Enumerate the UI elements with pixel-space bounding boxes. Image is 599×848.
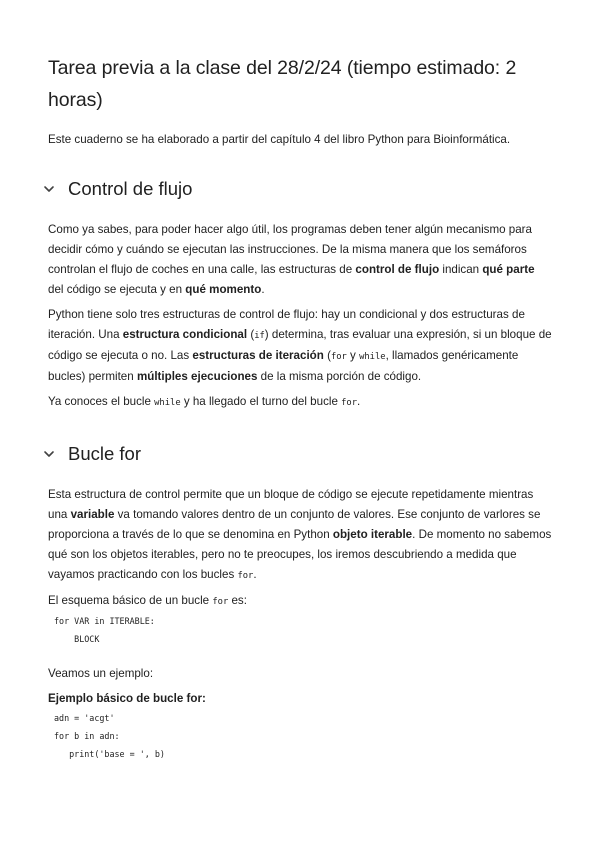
inline-code: if	[254, 331, 265, 341]
page-title: Tarea previa a la clase del 28/2/24 (tiempo estimado: 2 horas)	[48, 57, 517, 111]
section-heading-control-de-flujo[interactable]	[42, 176, 552, 202]
paragraph: Esta estructura de control permite que un bloque de código se ejecute repetidamente mientras una variable va tomando valores dentro de un conjunto de valores. Ese conjunto de varlores se proporciona a través de lo que se denomina en Python objeto iterable. De momento no sabemos qué son los objetos iterables, pero no te preocupes, los iremos descubriendo a medida que vayamos practicando con los bucles for.	[48, 488, 552, 581]
paragraph: Veamos un ejemplo:	[48, 667, 154, 680]
chevron-down-icon[interactable]	[42, 182, 56, 196]
inline-code: while	[154, 398, 181, 408]
inline-code: for	[237, 571, 254, 581]
code-cell[interactable]: adn = 'acgt' for b in adn: print('base = ', b)	[54, 713, 165, 759]
inline-code: for	[341, 398, 358, 408]
paragraph: El esquema básico de un bucle for es:	[48, 594, 247, 607]
intro-paragraph: Este cuaderno se ha elaborado a partir del capítulo 4 del libro Python para Bioinformática.	[48, 133, 511, 146]
notebook-content	[48, 52, 552, 763]
paragraph: Python tiene solo tres estructuras de control de flujo: hay un condicional y dos estructuras de iteración. Una estructura condicional (if) determina, tras evaluar una expresión, si un bloque de código se ejecuta o no. Las estructuras de iteración (for y while, llamados genéricamente bucles) permiten múltiples ejecuciones de la misma porción de código.	[48, 308, 552, 383]
paragraph: Como ya sabes, para poder hacer algo útil, los programas deben tener algún mecanismo para decidir cómo y cuándo se ejecutan las instrucciones. De la misma manera que los semáforos controlan el flujo de coches en una calle, las estructuras de control de flujo indican qué parte del código se ejecuta y en qué momento.	[48, 223, 535, 296]
section-body-control-de-flujo	[48, 220, 552, 413]
example-title: Ejemplo básico de bucle for:	[48, 692, 206, 705]
section-heading-text: Control de flujo	[68, 178, 193, 199]
code-cell[interactable]: for VAR in ITERABLE: BLOCK	[54, 616, 155, 644]
inline-code: for	[212, 597, 229, 607]
section-heading-bucle-for[interactable]	[42, 441, 552, 467]
chevron-down-icon[interactable]	[42, 447, 56, 461]
paragraph: Ya conoces el bucle while y ha llegado el turno del bucle for.	[48, 395, 361, 408]
inline-code: while	[359, 352, 386, 362]
section-body-bucle-for	[48, 485, 552, 763]
inline-code: for	[330, 352, 347, 362]
section-heading-text: Bucle for	[68, 443, 142, 464]
